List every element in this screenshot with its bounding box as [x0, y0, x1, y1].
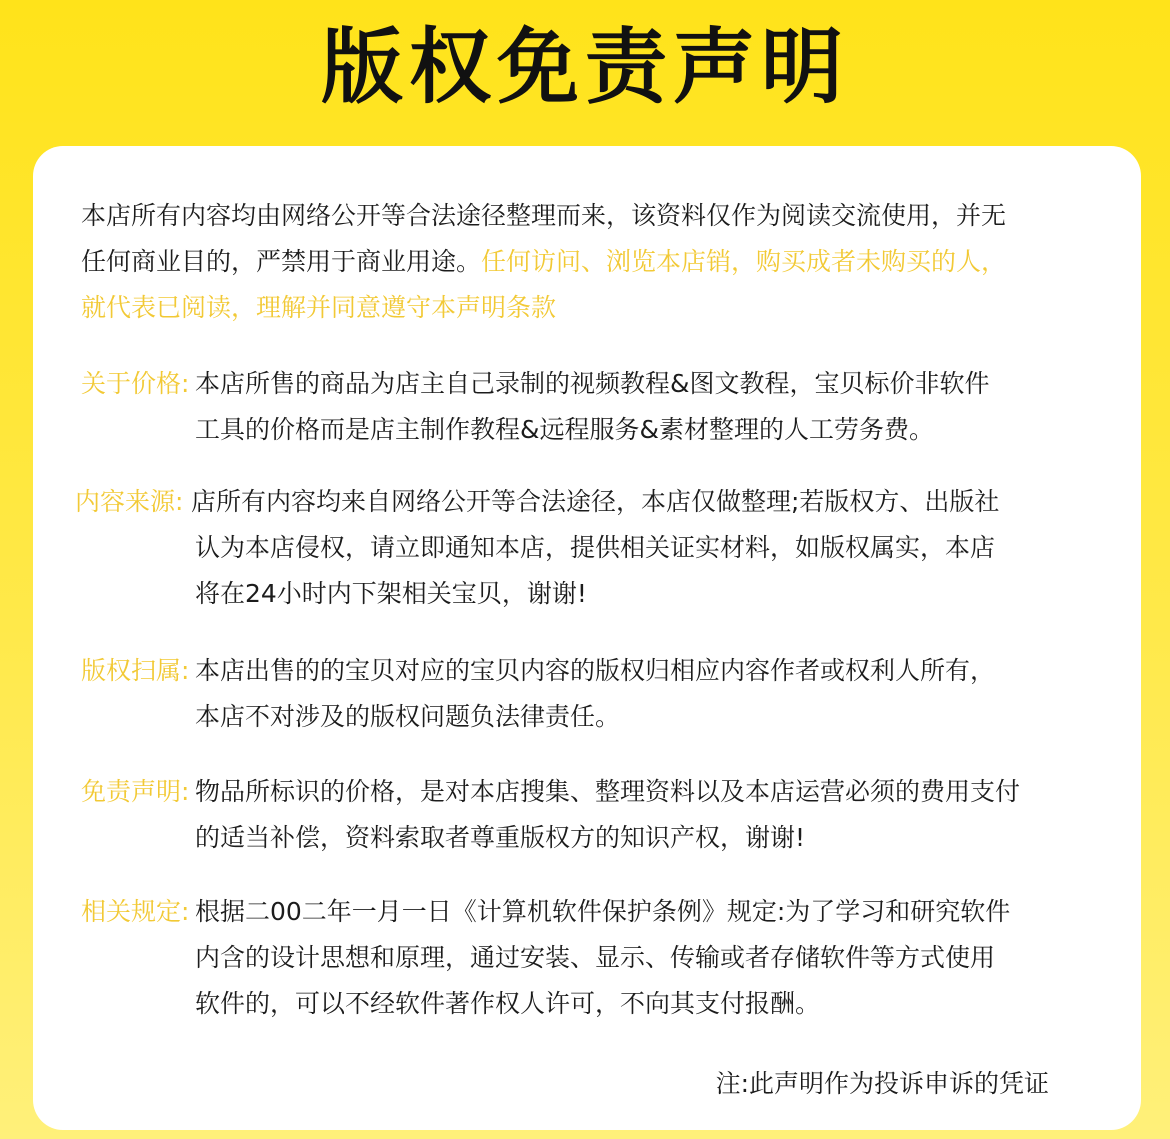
section-label: 免责声明:	[81, 777, 190, 806]
intro-line-2-plain: 任何商业目的，严禁用于商业用途。	[81, 247, 482, 276]
section-line: 认为本店侵权，请立即通知本店，提供相关证实材料，如版权属实，本店	[195, 533, 996, 562]
intro-line-3-highlight: 就代表已阅读，理解并同意遵守本声明条款	[81, 293, 557, 322]
page-title: 版权免责声明	[320, 20, 849, 115]
section-line: 物品所标识的价格，是对本店搜集、整理资料以及本店运营必须的费用支付	[195, 777, 1021, 806]
section-line: 店所有内容均来自网络公开等合法途径，本店仅做整理;若版权方、出版社	[191, 487, 1000, 516]
section-label: 版权扫属:	[81, 656, 190, 685]
section-line: 的适当补偿，资料索取者尊重版权方的知识产权，谢谢!	[195, 823, 806, 852]
section-line: 本店出售的的宝贝对应的宝贝内容的版权归相应内容作者或权利人所有，	[195, 656, 996, 685]
section-body	[195, 648, 1075, 740]
intro-line-2-highlight: 任何访问、浏览本店销，购买成者未购买的人，	[481, 247, 1007, 276]
section-line: 根据二00二年一月一日《计算机软件保护条例》规定:为了学习和研究软件	[195, 897, 1011, 926]
section-line: 内含的设计思想和原理，通过安装、显示、传输或者存储软件等方式使用	[195, 943, 996, 972]
section-line: 本店所售的商品为店主自己录制的视频教程&图文教程，宝贝标价非软件	[195, 369, 990, 398]
section-label: 相关规定:	[81, 897, 190, 926]
intro-line-2	[81, 239, 1091, 285]
section-body	[195, 769, 1075, 861]
disclaimer-card	[33, 146, 1141, 1130]
section-body	[195, 361, 1075, 453]
section-line: 本店不对涉及的版权问题负法律责任。	[195, 702, 621, 731]
intro-paragraph	[81, 193, 1091, 331]
footer-note: 注:此声明作为投诉申诉的凭证	[715, 1069, 1049, 1098]
section-line: 将在24小时内下架相关宝贝，谢谢!	[195, 579, 587, 608]
intro-line-1: 本店所有内容均由网络公开等合法途径整理而来，该资料仅作为阅读交流使用，并无	[81, 201, 1007, 230]
section-label: 关于价格:	[81, 369, 190, 398]
section-body	[195, 889, 1075, 1027]
section-line: 软件的，可以不经软件著作权人许可，不向其支付报酬。	[195, 989, 821, 1018]
section-line: 工具的价格而是店主制作教程&远程服务&素材整理的人工劳务费。	[195, 415, 934, 444]
section-body	[191, 479, 1071, 617]
section-label: 内容来源:	[75, 487, 184, 516]
